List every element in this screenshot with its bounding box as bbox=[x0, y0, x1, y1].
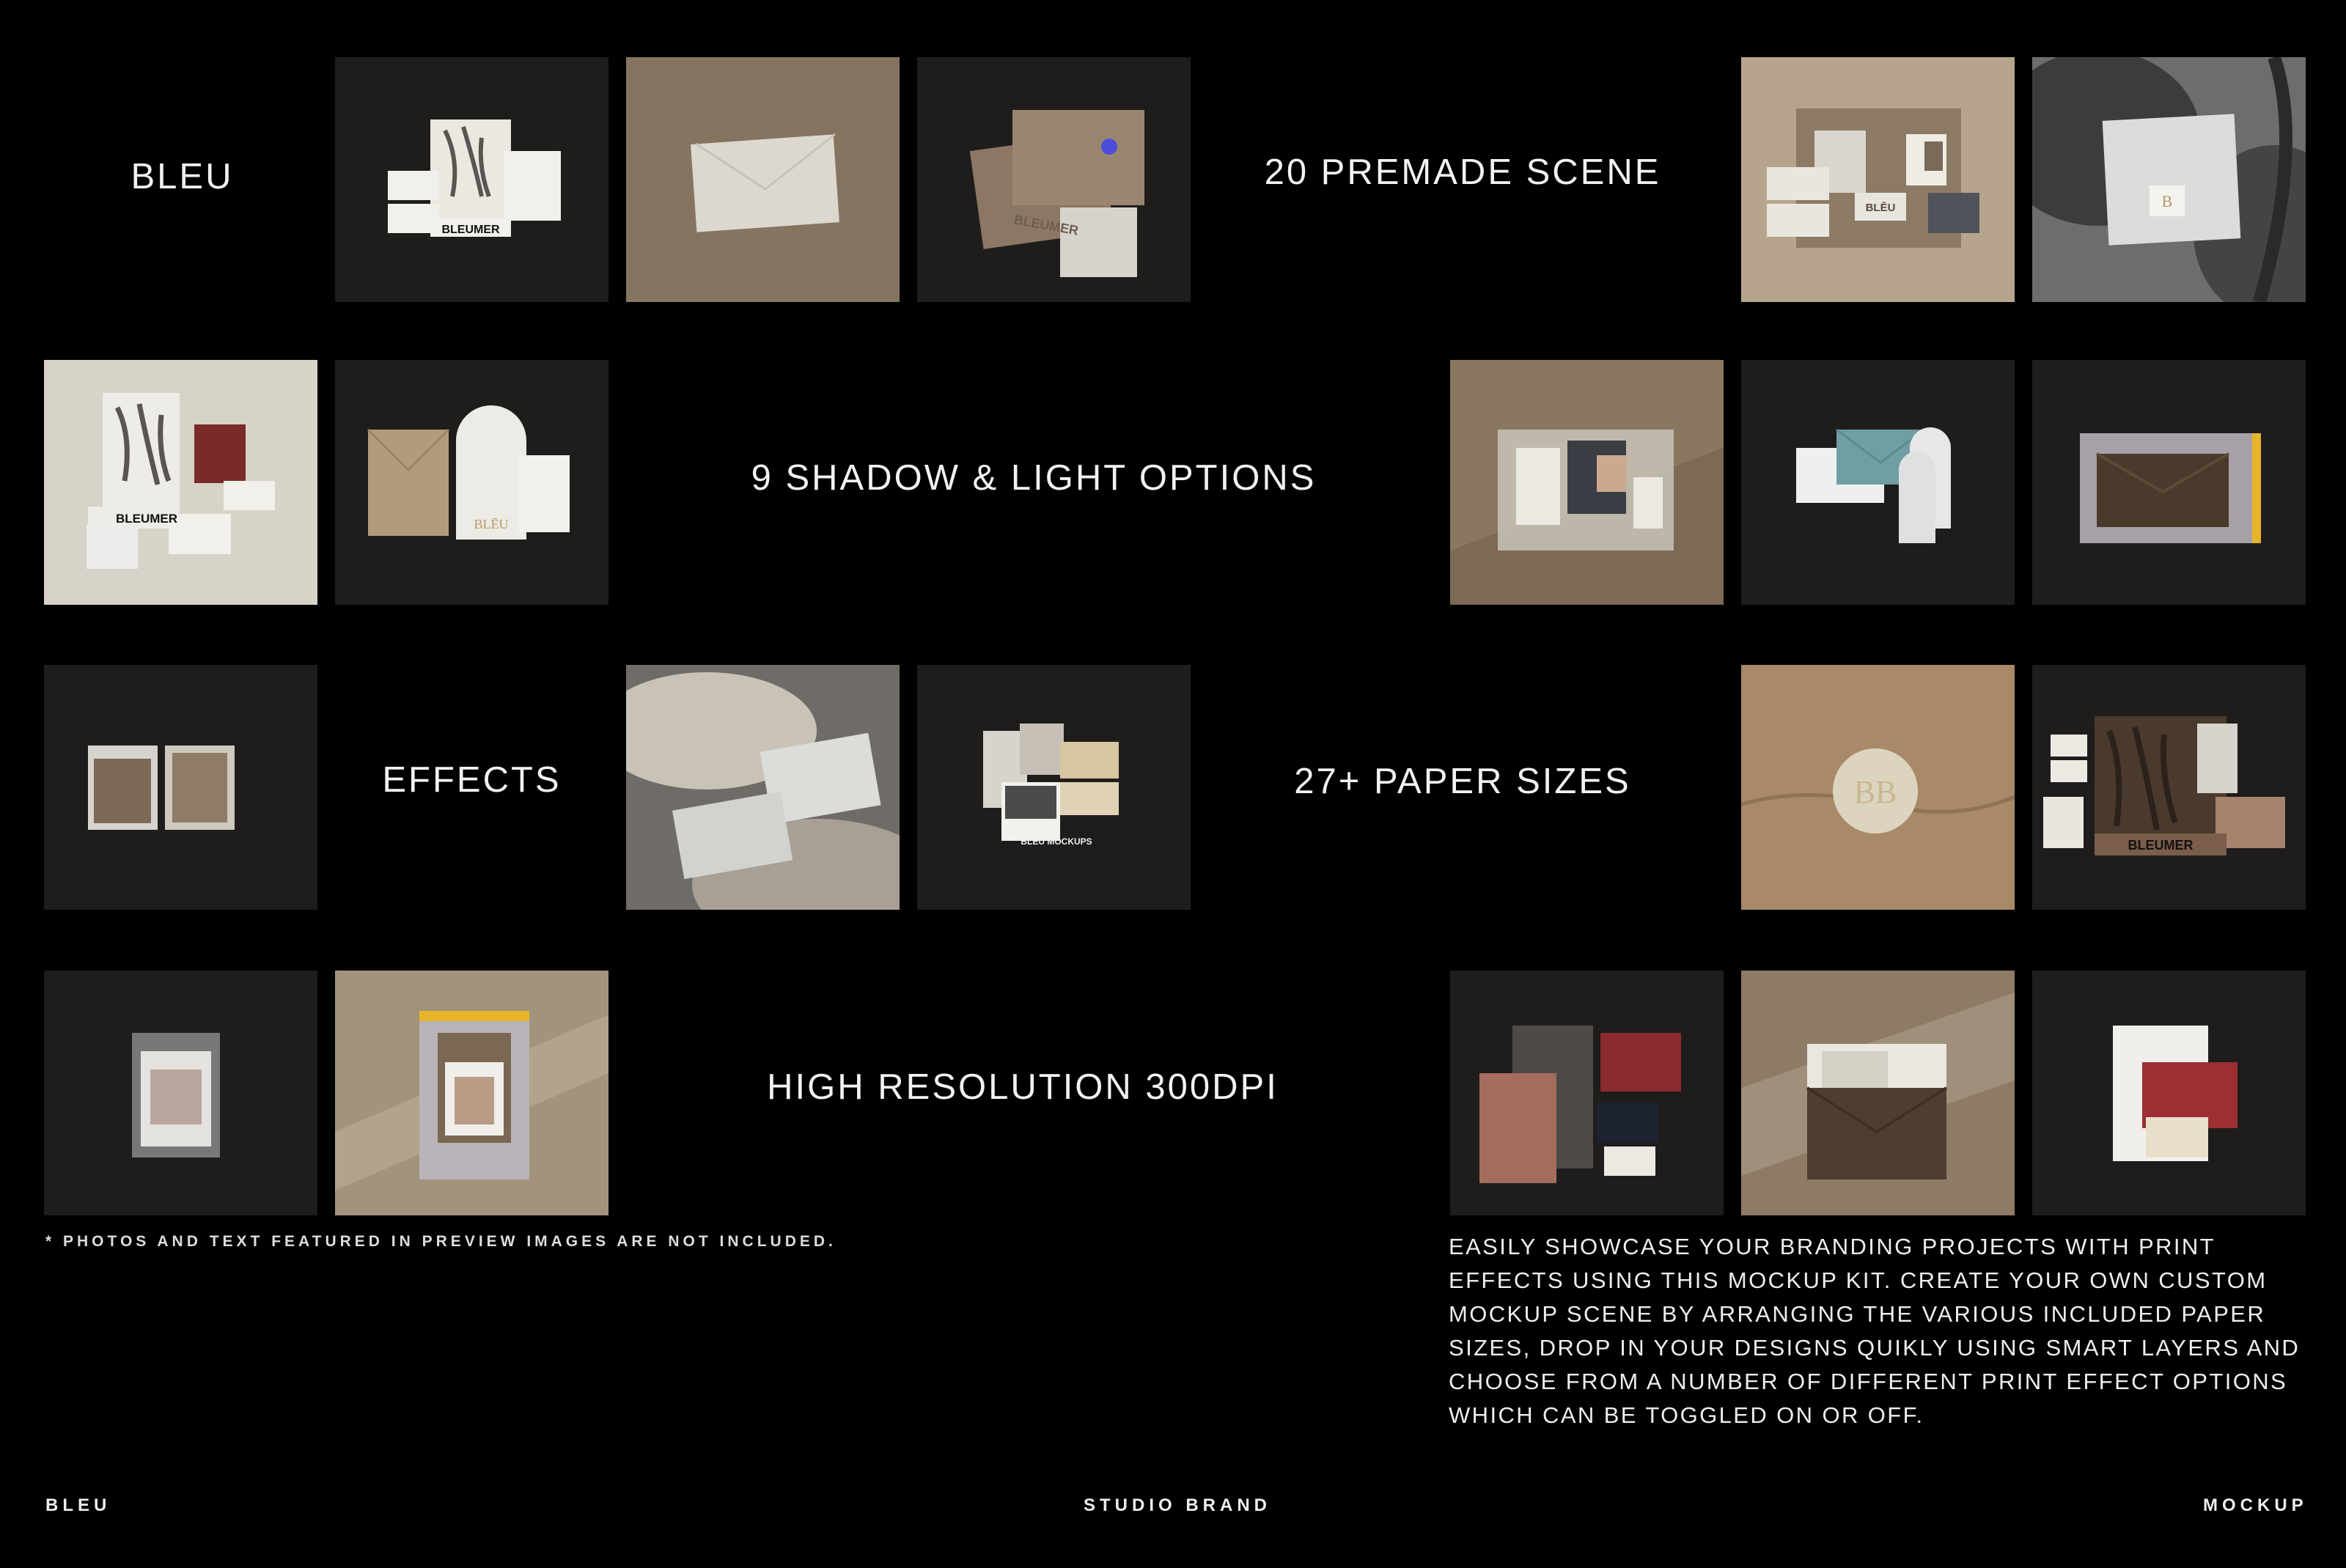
mockup-clear-bag bbox=[44, 971, 317, 1215]
mockup-text-bleumer-3: BLEUMER bbox=[2128, 838, 2194, 853]
product-description: EASILY SHOWCASE YOUR BRANDING PROJECTS WITH PRINT EFFECTS USING THIS MOCKUP KIT. CREATE YOUR OWN CUSTOM MOCKUP SCENE BY ARRANGING THE VARIOUS INCLUDED PAPER SIZES, DROP IN YOUR DESIGNS QUIKLY USING SMART LAYERS AND CHOOSE FROM A NUMBER OF DIFFERENT PRINT EFFECT OPTIONS WHICH CAN BE TOGGLED ON OR OFF. bbox=[1449, 1234, 2301, 1428]
label-effects: EFFECTS bbox=[382, 760, 562, 800]
mockup-floral-poster-set bbox=[44, 360, 317, 605]
mockup-bubble-pouch bbox=[335, 971, 608, 1215]
mockup-brown-cards bbox=[917, 57, 1191, 302]
footer-center: STUDIO BRAND bbox=[1084, 1495, 1271, 1515]
footer-left: BLEU bbox=[45, 1495, 111, 1515]
mockup-flower-envelopes bbox=[626, 665, 900, 910]
mockup-brown-poster-set bbox=[2032, 665, 2306, 910]
mockup-wax-seal bbox=[1741, 665, 2015, 910]
footer-right: MOCKUP bbox=[2203, 1495, 2308, 1515]
mockup-text-bleumer-brown: BLEUMER bbox=[1012, 212, 1080, 238]
mockup-bleu-mockups bbox=[917, 665, 1191, 910]
mockup-beige-moodboard bbox=[1741, 57, 2015, 302]
mockup-flower-package bbox=[2032, 57, 2306, 302]
mockup-stationery-set bbox=[335, 57, 608, 302]
mockup-text-bleu-mockups: BLEU MOCKUPS bbox=[1021, 836, 1092, 847]
mockup-red-cards bbox=[1450, 971, 1724, 1215]
label-high-resolution: HIGH RESOLUTION 300DPI bbox=[767, 1067, 1279, 1107]
mockup-monogram: B bbox=[2161, 192, 2173, 210]
mockup-kraft-envelope bbox=[626, 57, 900, 302]
mockup-text-bleu-2: BLĒU bbox=[474, 517, 509, 531]
mockup-shadow-envelope bbox=[1741, 971, 2015, 1215]
label-premade-scene: 20 PREMADE SCENE bbox=[1264, 152, 1661, 192]
mockup-text-bleumer: BLEUMER bbox=[441, 224, 500, 236]
mockup-text-bleumer-2: BLEUMER bbox=[115, 512, 178, 526]
mockup-text-bleu: BLĒU bbox=[1865, 202, 1896, 214]
mockup-bubble-mailer bbox=[2032, 360, 2306, 605]
mockup-envelope-arch bbox=[335, 360, 608, 605]
label-shadow-light: 9 SHADOW & LIGHT OPTIONS bbox=[751, 458, 1317, 498]
mockup-seal-monogram: BB bbox=[1853, 774, 1897, 810]
mockup-letterhead bbox=[2032, 971, 2306, 1215]
mockup-teal-envelope bbox=[1741, 360, 2015, 605]
disclaimer-note: * PHOTOS AND TEXT FEATURED IN PREVIEW IMAGES ARE NOT INCLUDED. bbox=[45, 1233, 836, 1250]
label-paper-sizes: 27+ PAPER SIZES bbox=[1294, 762, 1631, 801]
mockup-tags bbox=[44, 665, 317, 910]
label-bleu: BLEU bbox=[130, 157, 234, 196]
mockup-plastic-sleeve bbox=[1450, 360, 1724, 605]
